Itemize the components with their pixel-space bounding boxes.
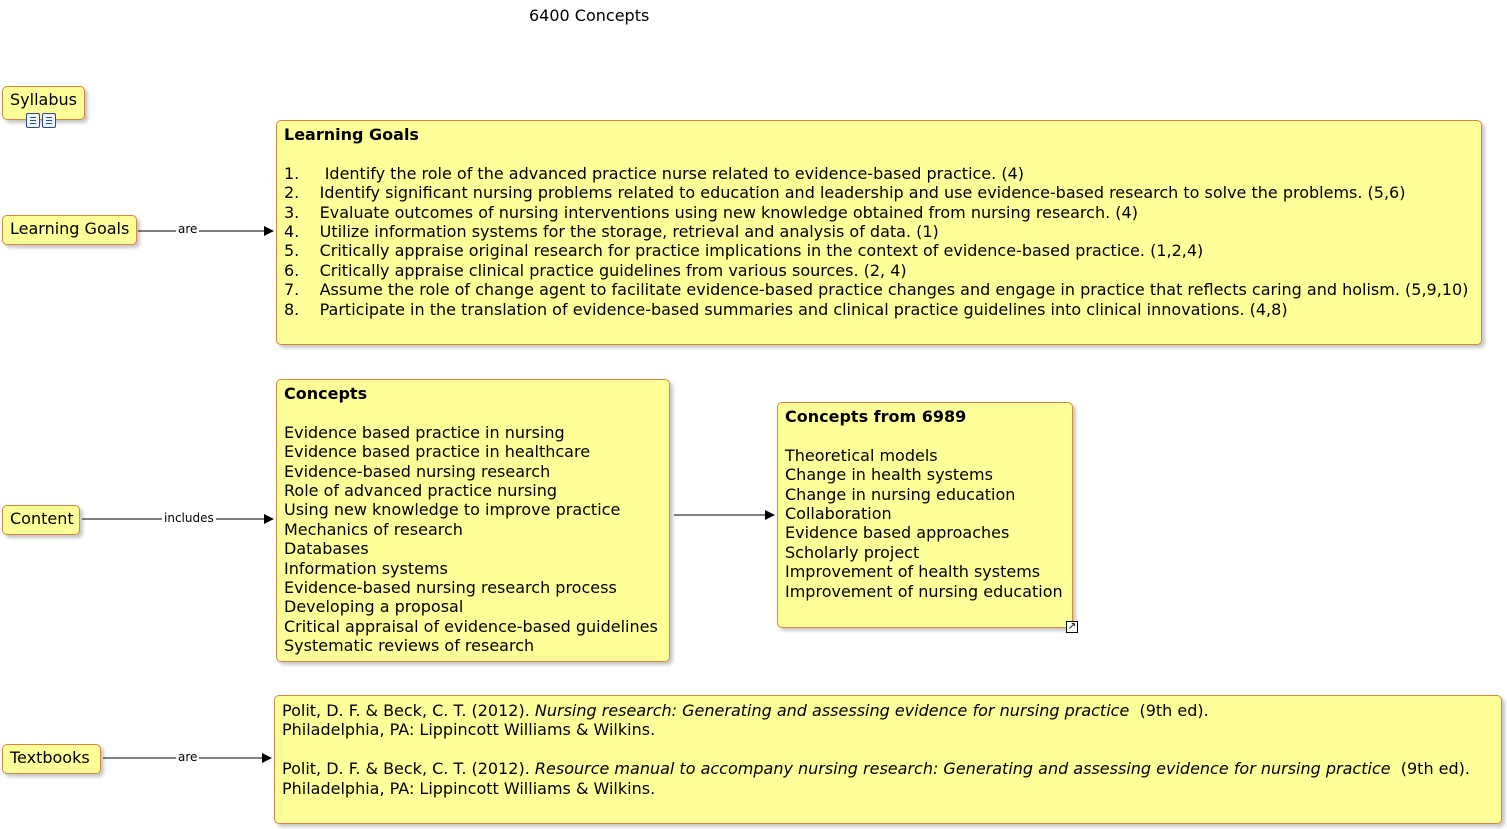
concept-item: Evidence based practice in healthcare bbox=[284, 442, 591, 462]
concept-item: Evidence-based nursing research process bbox=[284, 578, 617, 598]
document-icon[interactable] bbox=[42, 113, 56, 128]
concept-item: Developing a proposal bbox=[284, 597, 464, 617]
concept-item: Evidence based practice in nursing bbox=[284, 422, 565, 442]
learning-goals-box[interactable] bbox=[276, 120, 1482, 345]
concept-6989-item: Evidence based approaches bbox=[785, 523, 1010, 543]
syllabus-resource-icons bbox=[26, 113, 56, 128]
concept-item: Using new knowledge to improve practice bbox=[284, 500, 621, 520]
link-label-are: are bbox=[178, 750, 198, 764]
textbooks-node[interactable] bbox=[2, 744, 101, 774]
concepts-box[interactable] bbox=[276, 379, 670, 662]
concept-6989-item: Collaboration bbox=[785, 504, 892, 524]
concept-6989-item: Improvement of nursing education bbox=[785, 581, 1063, 601]
map-title: 6400 Concepts bbox=[529, 6, 650, 25]
concept-item: Critical appraisal of evidence-based guidelines bbox=[284, 616, 658, 636]
content-node[interactable] bbox=[2, 505, 80, 535]
concept-6989-item: Change in health systems bbox=[785, 465, 993, 485]
document-icon[interactable] bbox=[26, 113, 40, 128]
link-label-includes: includes bbox=[164, 511, 214, 525]
learning-goal-item: 5. Critically appraise original research for practice implications in the context of evidence-based practice. (1,2,4) bbox=[284, 241, 1204, 261]
learning-goal-item: 3. Evaluate outcomes of nursing interventions using new knowledge obtained from nursing research. (4) bbox=[284, 202, 1138, 222]
learning-goals-node[interactable] bbox=[2, 215, 137, 245]
textbook-publisher: Philadelphia, PA: Lippincott Williams & Wilkins. bbox=[282, 778, 656, 798]
learning-goal-item: 4. Utilize information systems for the storage, retrieval and analysis of data. (1) bbox=[284, 222, 939, 242]
learning-goal-item: 8. Participate in the translation of evidence-based summaries and clinical practice guidelines into clinical innovations. (4,8) bbox=[284, 299, 1288, 319]
textbook-reference: Polit, D. F. & Beck, C. T. (2012). Nursing research: Generating and assessing evidence for nursing practice (9th ed). bbox=[282, 701, 1209, 720]
learning-goal-item: 7. Assume the role of change agent to facilitate evidence-based practice changes and engage in practice that reflects caring and holism. (5,9,10) bbox=[284, 280, 1469, 300]
textbook-reference: Polit, D. F. & Beck, C. T. (2012). Resource manual to accompany nursing research: Generating and assessing evidence for nursing practice (9th ed). bbox=[282, 759, 1470, 779]
learning-goal-item: 6. Critically appraise clinical practice guidelines from various sources. (2, 4) bbox=[284, 260, 907, 280]
learning-goals-label: Learning Goals bbox=[10, 219, 130, 238]
learning-goals-heading: Learning Goals bbox=[284, 125, 419, 144]
concept-6989-item: Change in nursing education bbox=[785, 484, 1016, 504]
content-label: Content bbox=[10, 509, 74, 528]
concept-item: Systematic reviews of research bbox=[284, 636, 535, 656]
concept-6989-item: Theoretical models bbox=[785, 445, 938, 465]
learning-goal-item: 1. Identify the role of the advanced practice nurse related to evidence-based practice. (4) bbox=[284, 163, 1024, 183]
concept-6989-item: Scholarly project bbox=[785, 542, 920, 562]
learning-goal-item: 2. Identify significant nursing problems related to education and leadership and use evidence-based research to solve the problems. (5,6) bbox=[284, 183, 1406, 203]
link-label-are: are bbox=[178, 222, 198, 236]
concept-item: Mechanics of research bbox=[284, 519, 463, 539]
textbooks-box[interactable] bbox=[274, 695, 1502, 824]
concept-6989-item: Improvement of health systems bbox=[785, 562, 1041, 582]
shortcut-arrow-icon[interactable]: ↗ bbox=[1067, 621, 1077, 632]
textbooks-label: Textbooks bbox=[10, 748, 90, 767]
concept-item: Information systems bbox=[284, 558, 448, 578]
textbook-publisher: Philadelphia, PA: Lippincott Williams & Wilkins. bbox=[282, 720, 656, 740]
concepts-6989-heading: Concepts from 6989 bbox=[785, 407, 967, 426]
syllabus-label: Syllabus bbox=[10, 90, 77, 109]
concepts-6989-box[interactable] bbox=[777, 402, 1073, 628]
concepts-heading: Concepts bbox=[284, 384, 368, 403]
concept-item: Role of advanced practice nursing bbox=[284, 481, 558, 501]
concept-item: Evidence-based nursing research bbox=[284, 461, 551, 481]
concept-item: Databases bbox=[284, 539, 369, 559]
